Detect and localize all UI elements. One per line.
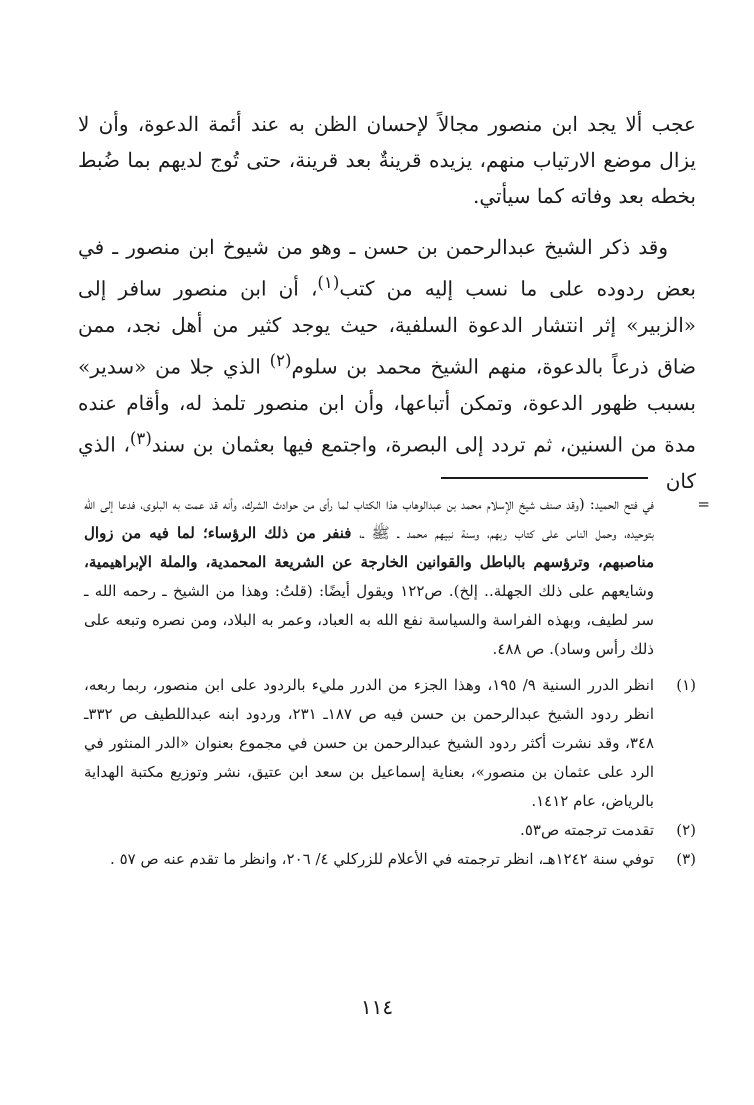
- footnote-continuation: [84, 490, 710, 665]
- footnote-ref-1[interactable]: (١): [317, 272, 340, 292]
- footnote-3-text: توفي سنة ١٢٤٢هـ، انظر ترجمته في الأعلام للزركلي ٤/ ٢٠٦، وانظر ما تقدم عنه ص ٥٧ .: [110, 850, 654, 869]
- footnote-1: [84, 671, 696, 816]
- footnote-2-marker: (٢): [676, 821, 696, 840]
- footnote-ref-2[interactable]: (٢): [269, 350, 292, 370]
- footnote-2: [84, 816, 696, 845]
- paragraph-2-text: الذي جلا من «سدير» بسبب ظهور الدعوة، وتمكن أتباعها، وأن ابن منصور تلمذ له، وأقام عنده مدة من السنين، ثم تردد إلى البصرة، واجتمع فيها بعثمان بن سند: [78, 354, 696, 457]
- paragraph-2-text: ، أن ابن منصور سافر إلى «الزبير» إثر انتشار الدعوة السلفية، حيث يوجد كثير من أهل نجد، ممن ضاق ذرعاً بالدعوة، منهم الشيخ محمد بن سلوم: [78, 276, 697, 379]
- footnote-3-marker: (٣): [676, 850, 696, 869]
- footnote-1-marker: (١): [676, 675, 696, 694]
- footnote-divider: [441, 477, 648, 479]
- footnote-continuation-text: وشايعهم على ذلك الجهلة.. إلخ). ص١٢٢ ويقول أيضًا: (قلتُ: وهذا من الشيخ ـ رحمه الله ـ سر لطيف، وبهذه الفراسة والسياسة نفع الله به العباد، وعمر به البلاد، ومن نصره وتبعه على ذلك رأس وساد). ص ٤٨٨.: [84, 582, 654, 659]
- main-text-block: [78, 106, 696, 499]
- footnote-2-text: تقدمت ترجمته ص٥٣.: [520, 821, 654, 840]
- footnote-1-text: انظر الدرر السنية ٩/ ١٩٥، وهذا الجزء من الدرر مليء بالردود على ابن منصور، ربما ربعه، انظر ردود الشيخ عبدالرحمن بن حسن فيه ص ١٨٧ـ ٢٣١، وردود ابنه عبداللطيف ص ٣٣٢ـ ٣٤٨، وقد نشرت أكثر ردود الشيخ عبدالرحمن بن حسن في مجموع بعنوان «الدر المنثور في الرد على عثمان بن منصور»، بعناية إسماعيل بن سعد ابن عتيق، نشر وتوزيع مكتبة الهداية بالرياض، عام ١٤١٢.: [84, 675, 654, 810]
- paragraph-2: [78, 229, 696, 499]
- paragraph-2-text: وقد ذكر الشيخ عبدالرحمن بن حسن ـ وهو من شيوخ ابن منصور ـ في بعض ردوده على ما نسب إليه من كتب: [78, 234, 696, 301]
- paragraph-1: عجب ألا يجد ابن منصور مجالاً لإحسان الظن به عند أئمة الدعوة، وأن لا يزال موضع الارتياب منهم، يزيده قرينةٌ بعد قرينة، حتى تُوج لديهم بما ضُبط بخطه بعد وفاته كما سيأتي.: [78, 112, 696, 209]
- footnotes-section: [84, 490, 710, 874]
- page-number: ١١٤: [360, 995, 394, 1019]
- footnote-continuation-marker: =: [697, 495, 710, 513]
- footnote-ref-3[interactable]: (٣): [129, 428, 152, 448]
- footnote-continuation-text: في فتح الحميد: (وقد صنف شيخ الإسلام محمد بن عبدالوهاب هذا الكتاب لما رأى من حوادث الشرك، وأنه قد عمت به البلوى، فدعا إلى الله بتوحيده، وحمل الناس على كتاب ربهم، وسنة نبيهم محمد ـ ﷺ ـ،: [84, 495, 654, 543]
- footnote-bold-text: فنفر من ذلك الرؤساء؛ لما فيه من زوال مناصبهم، وترؤسهم بالباطل والقوانين الخارجة عن الشريعة المحمدية، والملة الإبراهيمية،: [84, 524, 654, 572]
- footnote-3: [84, 845, 696, 874]
- paragraph-2-text: ، الذي كان: [78, 432, 696, 493]
